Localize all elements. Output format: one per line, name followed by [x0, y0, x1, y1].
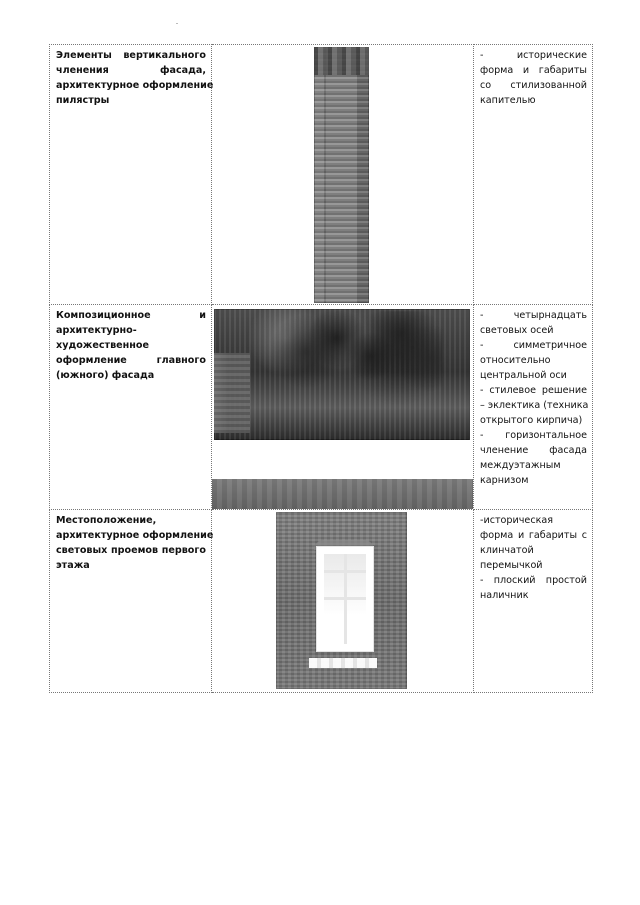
text-line: - плоский простой: [480, 575, 587, 586]
pilaster-photo: [314, 47, 369, 303]
facade-building: [214, 353, 250, 433]
text-line: наличник: [480, 590, 529, 601]
text-line: световых осей: [480, 325, 554, 336]
table-row: [50, 510, 593, 693]
text-line: клинчатой: [480, 545, 534, 556]
text-line: со стилизованной: [480, 80, 587, 91]
right-description-cell: [474, 45, 593, 305]
right-description-cell: [474, 305, 593, 510]
text-line: световых проемов первого: [56, 545, 206, 556]
right-description: [474, 305, 592, 490]
text-line: архитектурно-: [56, 325, 137, 336]
scan-mark: [176, 23, 178, 24]
text-line: - горизонтальное: [480, 430, 587, 441]
text-line: карнизом: [480, 475, 529, 486]
table-row: [50, 305, 593, 510]
text-line: междуэтажным: [480, 460, 561, 471]
pilaster-capital: [314, 47, 369, 75]
text-line: форма и габариты с: [480, 530, 587, 541]
text-line: художественное: [56, 340, 150, 351]
text-line: членения фасада,: [56, 65, 206, 76]
text-line: центральной оси: [480, 370, 567, 381]
text-line: архитектурное оформление: [56, 530, 214, 541]
right-description-cell: [474, 510, 593, 693]
facade-trees: [272, 311, 442, 401]
text-line: Композиционное и: [56, 310, 206, 321]
text-line: капителью: [480, 95, 536, 106]
left-description-cell: [50, 510, 212, 693]
photo-cell: [212, 45, 474, 305]
left-description: [50, 305, 211, 385]
text-line: членение фасада: [480, 445, 587, 456]
text-line: (южного) фасада: [56, 370, 155, 381]
photo-cell: [212, 510, 474, 693]
heritage-table: [49, 44, 593, 693]
table-row: [50, 45, 593, 305]
right-description: [474, 510, 592, 605]
text-line: -историческая: [480, 515, 554, 526]
text-line: – эклектика (техника: [480, 400, 589, 411]
text-line: открытого кирпича): [480, 415, 583, 426]
window-transom: [324, 597, 366, 600]
photo-frame: [212, 305, 473, 509]
text-line: оформление главного: [56, 355, 206, 366]
text-line: форма и габариты: [480, 65, 587, 76]
text-line: - четырнадцать: [480, 310, 587, 321]
left-description-cell: [50, 305, 212, 510]
left-description: [50, 510, 214, 575]
left-description-cell: [50, 45, 212, 305]
window-transom: [324, 570, 366, 573]
text-line: пилястры: [56, 95, 110, 106]
text-line: этажа: [56, 560, 90, 571]
window-frame: [316, 546, 374, 652]
photo-frame: [212, 45, 473, 304]
window-photo: [276, 512, 407, 689]
text-line: перемычкой: [480, 560, 543, 571]
text-line: Местоположение,: [56, 515, 157, 526]
window-sill: [309, 658, 377, 668]
left-description: [50, 45, 214, 110]
text-line: - стилевое решение: [480, 385, 587, 396]
text-line: относительно: [480, 355, 551, 366]
text-line: архитектурное оформление: [56, 80, 214, 91]
text-line: Элементы вертикального: [56, 50, 206, 61]
facade-ground: [212, 479, 473, 509]
text-line: - исторические: [480, 50, 587, 61]
text-line: - симметричное: [480, 340, 587, 351]
right-description: [474, 45, 592, 110]
photo-frame: [212, 510, 473, 692]
photo-cell: [212, 305, 474, 510]
